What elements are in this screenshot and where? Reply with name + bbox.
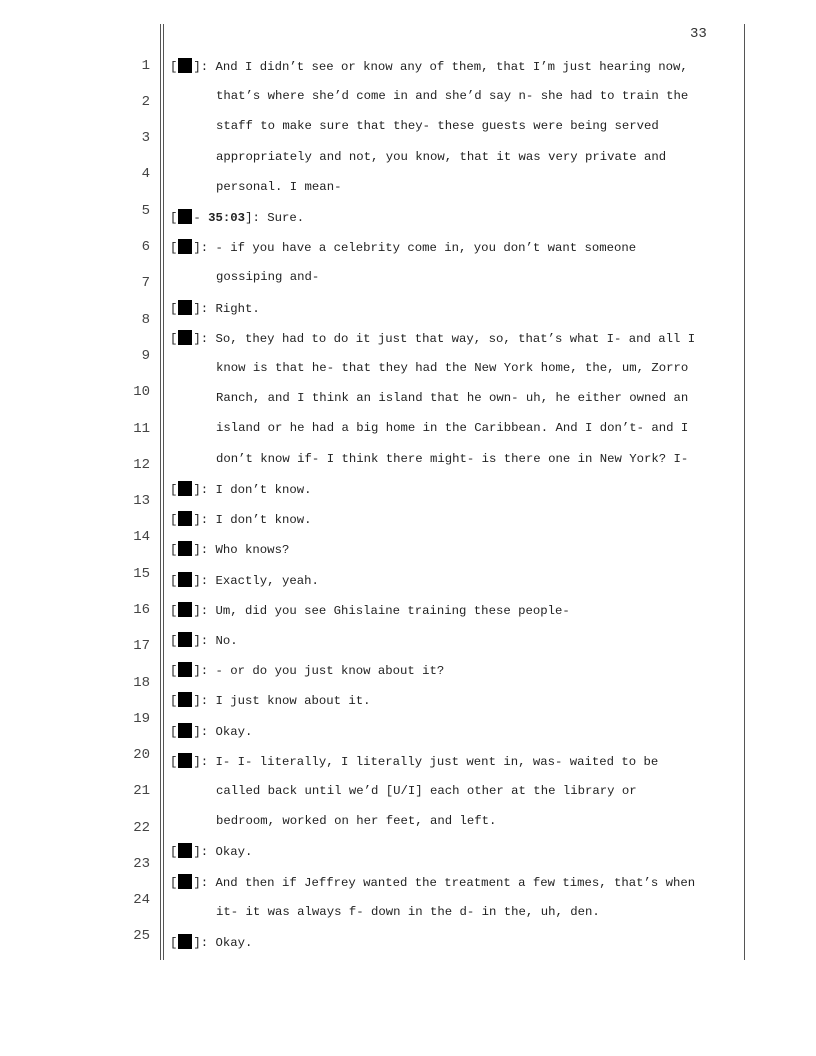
- line-number: 1: [141, 58, 150, 74]
- line-number: 21: [133, 783, 150, 799]
- line-number: 2: [141, 94, 150, 110]
- line-number: 12: [133, 457, 150, 473]
- transcript-line: [ ]: Who knows?: [170, 543, 290, 557]
- redaction-mark: [178, 330, 192, 345]
- line-number: 16: [133, 602, 150, 618]
- line-number: 23: [133, 856, 150, 872]
- line-number: 15: [133, 566, 150, 582]
- transcript-line: gossiping and-: [216, 270, 320, 284]
- redaction-mark: [178, 602, 192, 617]
- transcript-line: [ ]: I just know about it.: [170, 694, 371, 708]
- transcript-line: [ ]: Um, did you see Ghislaine training these people-: [170, 604, 570, 618]
- redaction-mark: [178, 723, 192, 738]
- line-number: 4: [141, 166, 150, 182]
- redaction-mark: [178, 511, 192, 526]
- page-number: 33: [690, 26, 707, 42]
- transcript-line: [ ]: - if you have a celebrity come in, you don’t want someone: [170, 241, 637, 255]
- transcript-line: bedroom, worked on her feet, and left.: [216, 814, 497, 828]
- redaction-mark: [178, 572, 192, 587]
- transcript-line: [ ]: No.: [170, 634, 238, 648]
- line-number: 9: [141, 348, 150, 364]
- line-number: 11: [133, 421, 150, 437]
- line-number: 8: [141, 312, 150, 328]
- transcript-line: appropriately and not, you know, that it was very private and: [216, 150, 667, 164]
- transcript-line: that’s where she’d come in and she’d say n- she had to train the: [216, 89, 689, 103]
- transcript-line: know is that he- that they had the New York home, the, um, Zorro: [216, 361, 689, 375]
- transcript-line: [ ]: I don’t know.: [170, 483, 312, 497]
- transcript-line: [ ]: - or do you just know about it?: [170, 664, 445, 678]
- redaction-mark: [178, 662, 192, 677]
- line-number: 20: [133, 747, 150, 763]
- redaction-mark: [178, 934, 192, 949]
- transcript-line: [ ]: Okay.: [170, 845, 253, 859]
- transcript-line: it- it was always f- down in the d- in the, uh, den.: [216, 905, 600, 919]
- transcript-line: [ - 35:03]: Sure.: [170, 211, 305, 225]
- transcript-line: [ ]: Okay.: [170, 725, 253, 739]
- redaction-mark: [178, 874, 192, 889]
- transcript-line: island or he had a big home in the Caribbean. And I don’t- and I: [216, 421, 689, 435]
- transcript-line: [ ]: And I didn’t see or know any of them, that I’m just hearing now,: [170, 60, 688, 74]
- transcript-line: [ ]: I- I- literally, I literally just went in, was- waited to be: [170, 755, 659, 769]
- transcript-line: [ ]: I don’t know.: [170, 513, 312, 527]
- line-number: 3: [141, 130, 150, 146]
- transcript-line: [ ]: Right.: [170, 302, 260, 316]
- transcript-line: staff to make sure that they- these guests were being served: [216, 119, 659, 133]
- left-margin-rule: [160, 24, 161, 960]
- redaction-mark: [178, 843, 192, 858]
- timestamp: 35:03: [208, 211, 246, 225]
- line-number: 18: [133, 675, 150, 691]
- line-number: 24: [133, 892, 150, 908]
- line-number: 19: [133, 711, 150, 727]
- right-margin-rule: [744, 24, 745, 960]
- line-number: 10: [133, 384, 150, 400]
- line-number: 13: [133, 493, 150, 509]
- line-number: 6: [141, 239, 150, 255]
- line-number: 22: [133, 820, 150, 836]
- transcript-line: [ ]: Exactly, yeah.: [170, 574, 319, 588]
- left-margin-rule-inner: [163, 24, 164, 960]
- redaction-mark: [178, 692, 192, 707]
- redaction-mark: [178, 632, 192, 647]
- transcript-line: [ ]: Okay.: [170, 936, 253, 950]
- transcript-line: [ ]: And then if Jeffrey wanted the treatment a few times, that’s when: [170, 876, 696, 890]
- redaction-mark: [178, 753, 192, 768]
- line-number: 14: [133, 529, 150, 545]
- redaction-mark: [178, 239, 192, 254]
- line-number: 17: [133, 638, 150, 654]
- line-number: 5: [141, 203, 150, 219]
- line-number: 25: [133, 928, 150, 944]
- transcript-line: called back until we’d [U/I] each other at the library or: [216, 784, 637, 798]
- transcript-line: Ranch, and I think an island that he own- uh, he either owned an: [216, 391, 689, 405]
- redaction-mark: [178, 300, 192, 315]
- redaction-mark: [178, 541, 192, 556]
- transcript-line: personal. I mean-: [216, 180, 342, 194]
- transcript-line: don’t know if- I think there might- is there one in New York? I-: [216, 452, 689, 466]
- line-number: 7: [141, 275, 150, 291]
- redaction-mark: [178, 481, 192, 496]
- redaction-mark: [178, 58, 192, 73]
- redaction-mark: [178, 209, 192, 224]
- transcript-line: [ ]: So, they had to do it just that way, so, that’s what I- and all I: [170, 332, 696, 346]
